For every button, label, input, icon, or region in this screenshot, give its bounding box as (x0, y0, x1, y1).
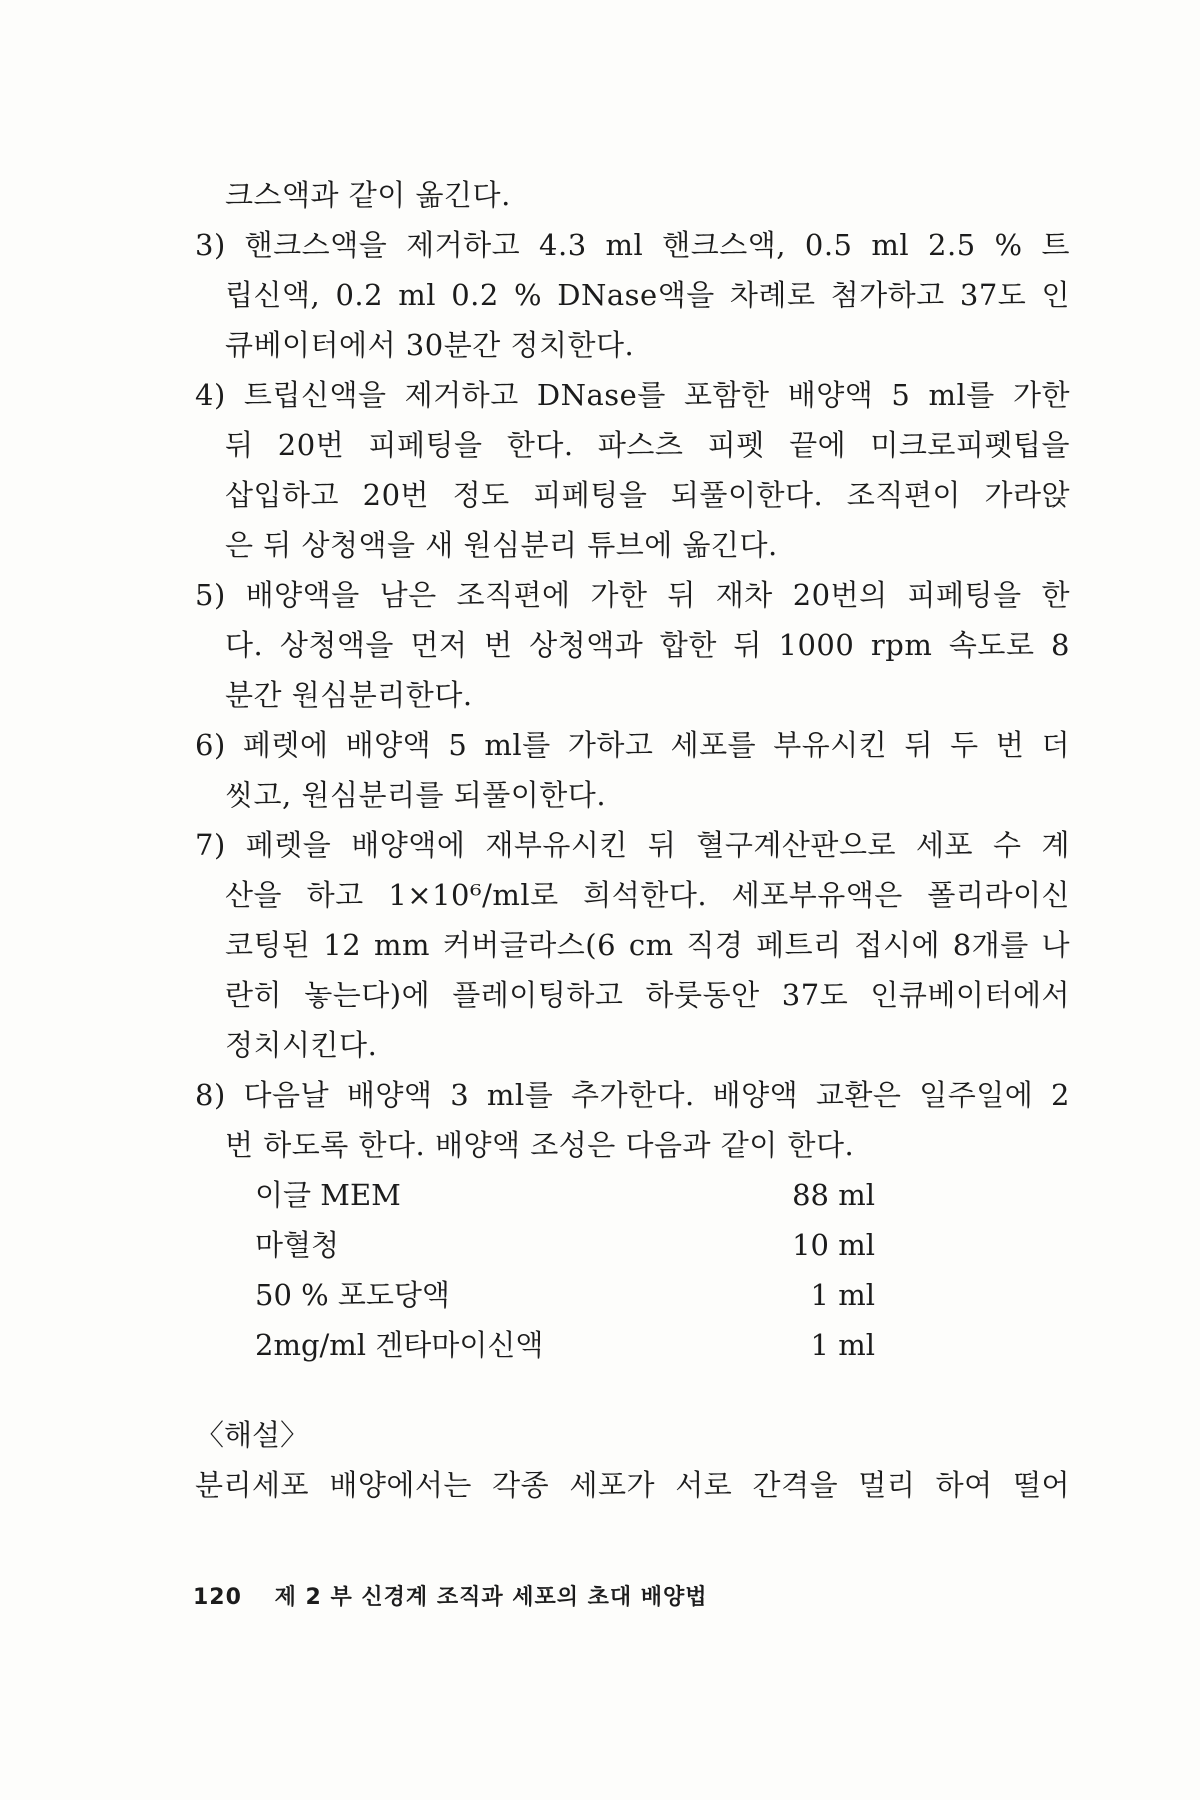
text-line: 씻고, 원심분리를 되풀이한다. (225, 778, 607, 812)
text-line: 산을 하고 1×10⁶/ml로 희석한다. 세포부유액은 폴리라이신 (225, 878, 1070, 912)
text-line: 분간 원심분리한다. (225, 678, 473, 712)
text-line: 4) 트립신액을 제거하고 DNase를 포함한 배양액 5 ml를 가한 (195, 378, 1070, 412)
text-line: 8) 다음날 배양액 3 ml를 추가한다. 배양액 교환은 일주일에 2 (195, 1078, 1070, 1112)
ingredient-name: 마혈청 (255, 1228, 340, 1262)
page-footer (193, 1580, 708, 1611)
text-line: 립신액, 0.2 ml 0.2 % DNase액을 차례로 첨가하고 37도 인 (225, 278, 1070, 312)
medium-composition-table (255, 1170, 875, 1370)
body-text (195, 170, 1070, 1510)
ingredient-name: 이글 MEM (255, 1178, 401, 1212)
text-line: 크스액과 같이 옮긴다. (225, 178, 511, 212)
text-line: 란히 놓는다)에 플레이팅하고 하룻동안 37도 인큐베이터에서 (225, 978, 1070, 1012)
text-line: 정치시킨다. (225, 1028, 378, 1062)
text-line: 코팅된 12 mm 커버글라스(6 cm 직경 페트리 접시에 8개를 나 (225, 928, 1070, 962)
running-header: 제 2 부 신경계 조직과 세포의 초대 배양법 (274, 1585, 708, 1610)
commentary-text: 분리세포 배양에서는 각종 세포가 서로 간격을 멀리 하여 떨어 (195, 1468, 1070, 1502)
text-line: 3) 핸크스액을 제거하고 4.3 ml 핸크스액, 0.5 ml 2.5 % 트 (195, 228, 1070, 262)
ingredient-name: 2mg/ml 겐타마이신액 (255, 1328, 544, 1362)
ingredient-amount: 88 ml (792, 1178, 875, 1212)
text-line: 7) 페렛을 배양액에 재부유시킨 뒤 혈구계산판으로 세포 수 계 (195, 828, 1070, 862)
recipe-row (255, 1320, 875, 1370)
ingredient-amount: 10 ml (792, 1228, 875, 1262)
commentary-heading: 〈해설〉 (195, 1418, 310, 1452)
text-line: 번 하도록 한다. 배양액 조성은 다음과 같이 한다. (225, 1128, 855, 1162)
recipe-row (255, 1270, 875, 1320)
recipe-row (255, 1170, 875, 1220)
text-line: 은 뒤 상청액을 새 원심분리 튜브에 옮긴다. (225, 528, 778, 562)
ingredient-amount: 1 ml (810, 1328, 875, 1362)
text-line: 다. 상청액을 먼저 번 상청액과 합한 뒤 1000 rpm 속도로 8 (225, 628, 1070, 662)
page-number: 120 (193, 1585, 242, 1610)
text-line: 뒤 20번 피페팅을 한다. 파스츠 피펫 끝에 미크로피펫팁을 (225, 428, 1070, 462)
text-line: 5) 배양액을 남은 조직편에 가한 뒤 재차 20번의 피페팅을 한 (195, 578, 1070, 612)
recipe-row (255, 1220, 875, 1270)
text-line: 삽입하고 20번 정도 피페팅을 되풀이한다. 조직편이 가라앉 (225, 478, 1070, 512)
text-line: 6) 페렛에 배양액 5 ml를 가하고 세포를 부유시킨 뒤 두 번 더 (195, 728, 1070, 762)
ingredient-amount: 1 ml (810, 1278, 875, 1312)
ingredient-name: 50 % 포도당액 (255, 1278, 450, 1312)
protocol-steps (195, 170, 1070, 1170)
text-line: 큐베이터에서 30분간 정치한다. (225, 328, 635, 362)
